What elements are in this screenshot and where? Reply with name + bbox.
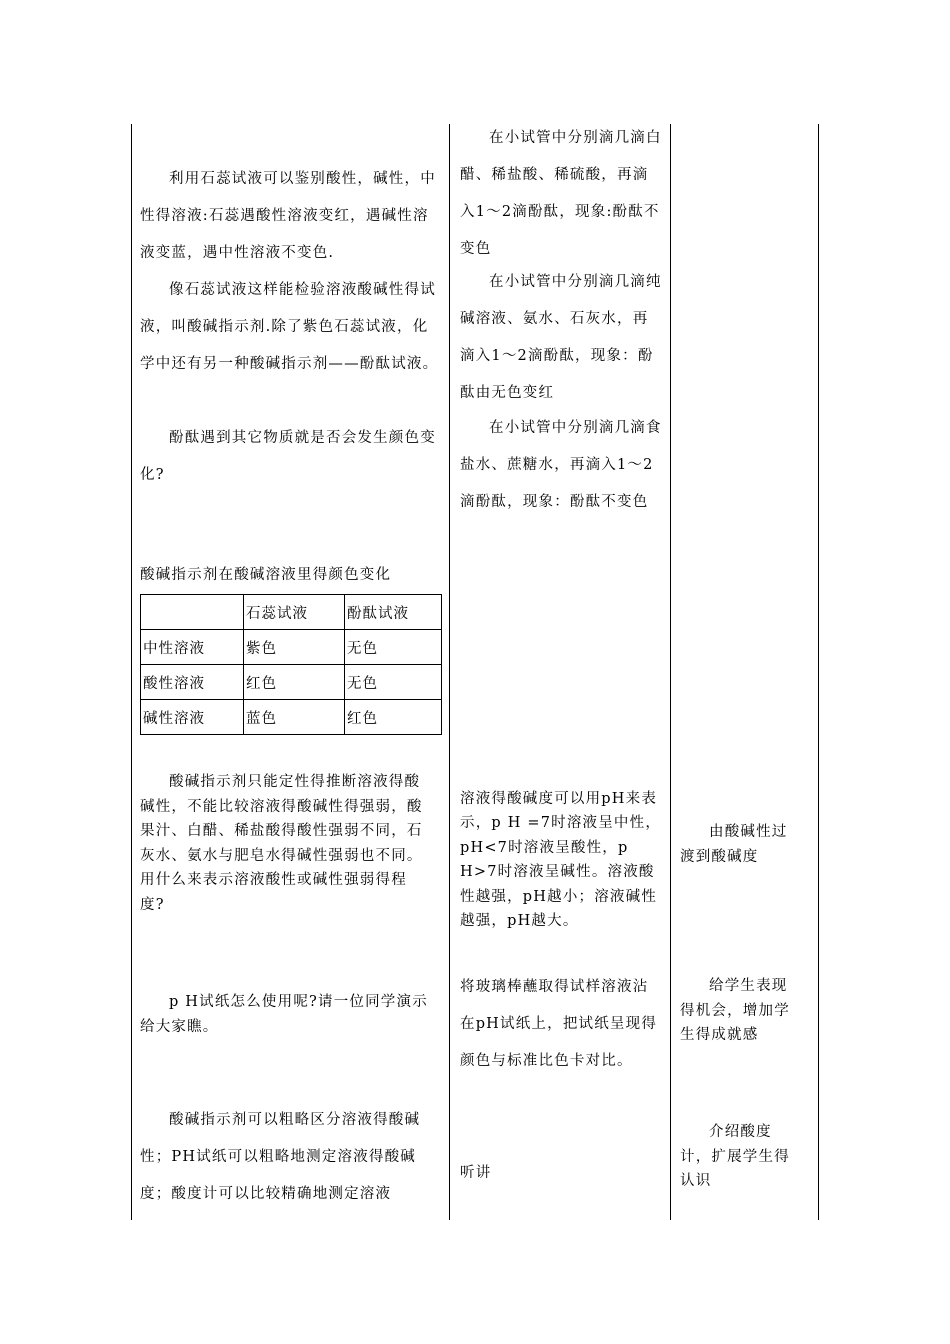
col2-acid-experiment: 在小试管中分别滴几滴白醋、稀盐酸、稀硫酸，再滴入1～2滴酚酞，现象:酚酞不变色 (460, 130, 662, 257)
col1-indicator-paragraph: 像石蕊试液这样能检验溶液酸碱性得试液，叫酸碱指示剂.除了紫色石蕊试液，化学中还有另一种酸碱指示剂——酚酞试液。 (140, 282, 439, 372)
col1-ph-intro-paragraph: 酸碱指示剂只能定性得推断溶液得酸碱性，不能比较溶液得酸碱性得强弱，酸果汁、白醋、稀盐酸得酸性强弱不同，石灰水、氨水与肥皂水得碱性强弱也不同。用什么来表示溶液酸性或碱性强弱得程度? (140, 774, 423, 913)
col2-listen: 听讲 (460, 1164, 492, 1181)
col1-summary-paragraph: 酸碱指示剂可以粗略区分溶液得酸碱性；PH试纸可以粗略地测定溶液得酸碱度；酸度计可以比较精确地测定溶液 (140, 1112, 421, 1202)
table-cell: 红色 (345, 700, 442, 735)
col2-ph-paper-method: 将玻璃棒蘸取得试样溶液沾在pH试纸上，把试纸呈现得颜色与标准比色卡对比。 (460, 978, 658, 1069)
table-header-row (141, 595, 442, 630)
table-row (141, 630, 442, 665)
table-cell: 紫色 (244, 630, 345, 665)
col3-meter-note: 介绍酸度计，扩展学生得认识 (680, 1124, 790, 1189)
table-cell: 无色 (345, 665, 442, 700)
col3-student-note: 给学生表现得机会，增加学生得成就感 (680, 978, 790, 1043)
table-border-right (818, 124, 819, 1220)
table-cell: 中性溶液 (141, 630, 244, 665)
table-cell: 无色 (345, 630, 442, 665)
table-header-cell (141, 595, 244, 630)
col1-ph-paper-paragraph: p H试纸怎么使用呢?请一位同学演示给大家瞧。 (140, 994, 428, 1035)
col2-ph-explanation: 溶液得酸碱度可以用pH来表示，p H =7时溶液呈中性，pH<7时溶液呈酸性，p H>7时溶液呈碱性。溶液酸性越强，pH越小；溶液碱性越强，pH越大。 (460, 790, 662, 929)
table-border-col2 (449, 124, 450, 1220)
table-cell: 碱性溶液 (141, 700, 244, 735)
indicator-table-caption: 酸碱指示剂在酸碱溶液里得颜色变化 (140, 567, 392, 583)
table-cell: 红色 (244, 665, 345, 700)
indicator-color-table (140, 594, 442, 735)
table-cell: 酸性溶液 (141, 665, 244, 700)
table-header-cell: 石蕊试液 (244, 595, 345, 630)
col1-litmus-paragraph: 利用石蕊试液可以鉴别酸性，碱性，中性得溶液:石蕊遇酸性溶液变红，遇碱性溶液变蓝，遇中性溶液不变色. (140, 171, 436, 261)
col3-transition-note: 由酸碱性过渡到酸碱度 (680, 824, 788, 865)
table-border-left (131, 124, 132, 1220)
col2-neutral-experiment: 在小试管中分别滴几滴食盐水、蔗糖水，再滴入1～2滴酚酞，现象：酚酞不变色 (460, 420, 662, 510)
col2-base-experiment: 在小试管中分别滴几滴纯碱溶液、氨水、石灰水，再滴入1～2滴酚酞，现象：酚酞由无色变红 (460, 274, 662, 401)
table-cell: 蓝色 (244, 700, 345, 735)
col1-question-paragraph: 酚酞遇到其它物质就是否会发生颜色变化? (140, 430, 436, 483)
table-row (141, 665, 442, 700)
table-row (141, 700, 442, 735)
table-border-col3 (670, 124, 671, 1220)
table-header-cell: 酚酞试液 (345, 595, 442, 630)
